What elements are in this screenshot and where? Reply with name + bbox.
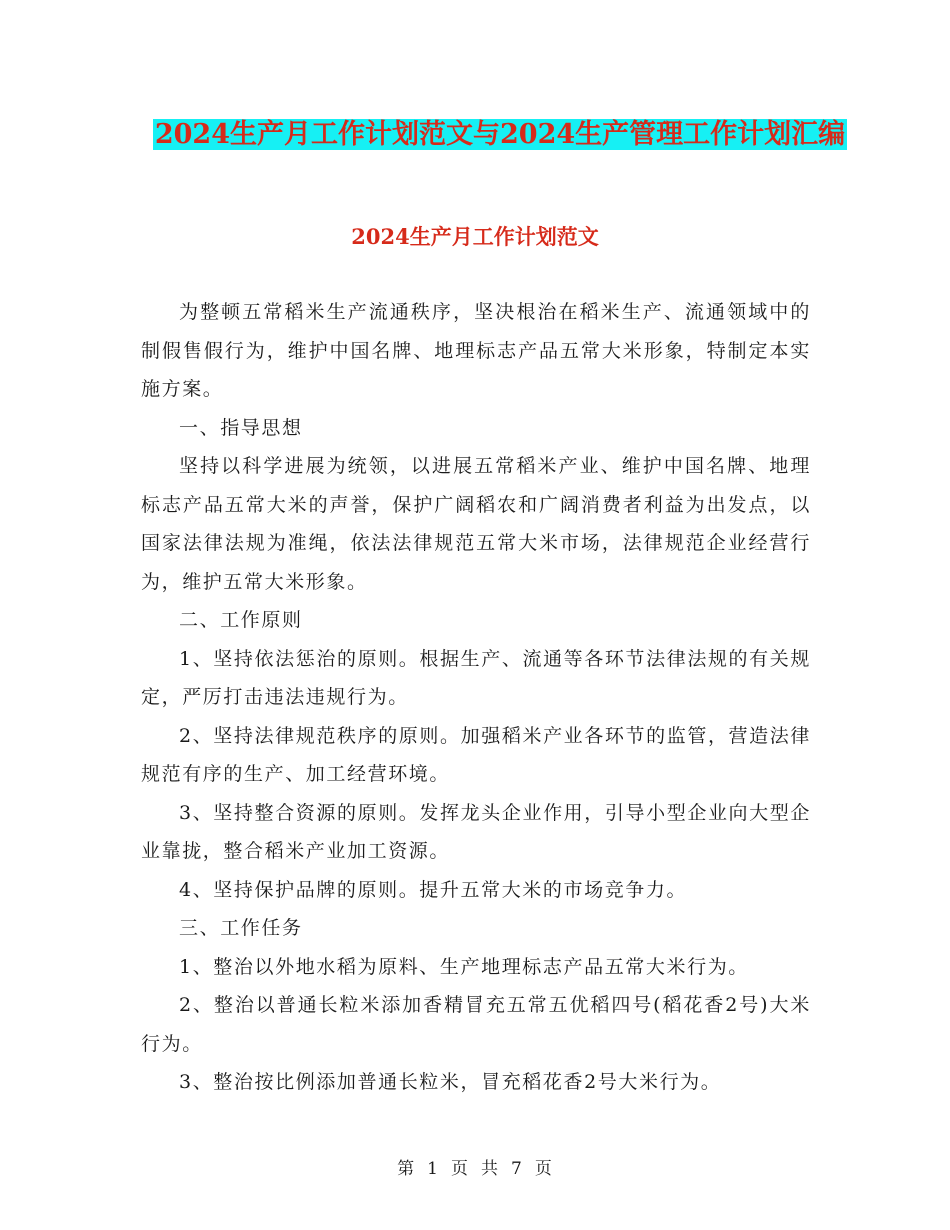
footer-page-suffix: 页 bbox=[534, 1159, 553, 1179]
footer-total-prefix: 共 bbox=[481, 1159, 499, 1179]
heading-guiding-ideology: 一、指导思想 bbox=[179, 416, 303, 439]
document-title bbox=[140, 113, 860, 157]
principle-item-4: 4、坚持保护品牌的原则。提升五常大米的市场竞争力。 bbox=[179, 878, 688, 901]
document-title-text: 2024生产月工作计划范文与2024生产管理工作计划汇编 bbox=[154, 119, 846, 150]
footer-page-mid: 页 bbox=[451, 1159, 469, 1179]
task-item-3: 3、整治按比例添加普通长粒米，冒充稻花香2号大米行为。 bbox=[179, 1071, 722, 1093]
task-item-2: 2、整治以普通长粒米添加香精冒充五常五优稻四号(稻花香2号)大米行为。 bbox=[141, 994, 811, 1055]
principle-item-2: 2、坚持法律规范秩序的原则。加强稻米产业各环节的监管，营造法律规范有序的生产、加工经营环境。 bbox=[141, 724, 811, 785]
page-footer bbox=[0, 1154, 950, 1179]
footer-total-pages: 7 bbox=[511, 1159, 523, 1179]
heading-work-tasks: 三、工作任务 bbox=[179, 917, 303, 939]
principle-item-3: 3、坚持整合资源的原则。发挥龙头企业作用，引导小型企业向大型企业靠拢，整合稻米产业加工资源。 bbox=[141, 801, 811, 862]
document-body bbox=[141, 293, 811, 1102]
paragraph-intro: 为整顿五常稻米生产流通秩序，坚决根治在稻米生产、流通领域中的制假售假行为，维护中国名牌、地理标志产品五常大米形象，特制定本实施方案。 bbox=[141, 301, 811, 400]
section-title: 2024生产月工作计划范文 bbox=[351, 224, 599, 249]
heading-work-principles: 二、工作原则 bbox=[179, 609, 303, 631]
principle-item-1: 1、坚持依法惩治的原则。根据生产、流通等各环节法律法规的有关规定，严厉打击违法违规行为。 bbox=[141, 647, 811, 708]
paragraph-guiding-ideology: 坚持以科学进展为统领，以进展五常稻米产业、维护中国名牌、地理标志产品五常大米的声誉，保护广阔稻农和广阔消费者利益为出发点，以国家法律法规为准绳，依法法律规范五常大米市场，法律规范企业经营行为，维护五常大米形象。 bbox=[141, 455, 811, 593]
task-item-1: 1、整治以外地水稻为原料、生产地理标志产品五常大米行为。 bbox=[179, 955, 749, 978]
footer-current-page: 1 bbox=[427, 1159, 439, 1179]
footer-page-prefix: 第 bbox=[397, 1159, 416, 1179]
